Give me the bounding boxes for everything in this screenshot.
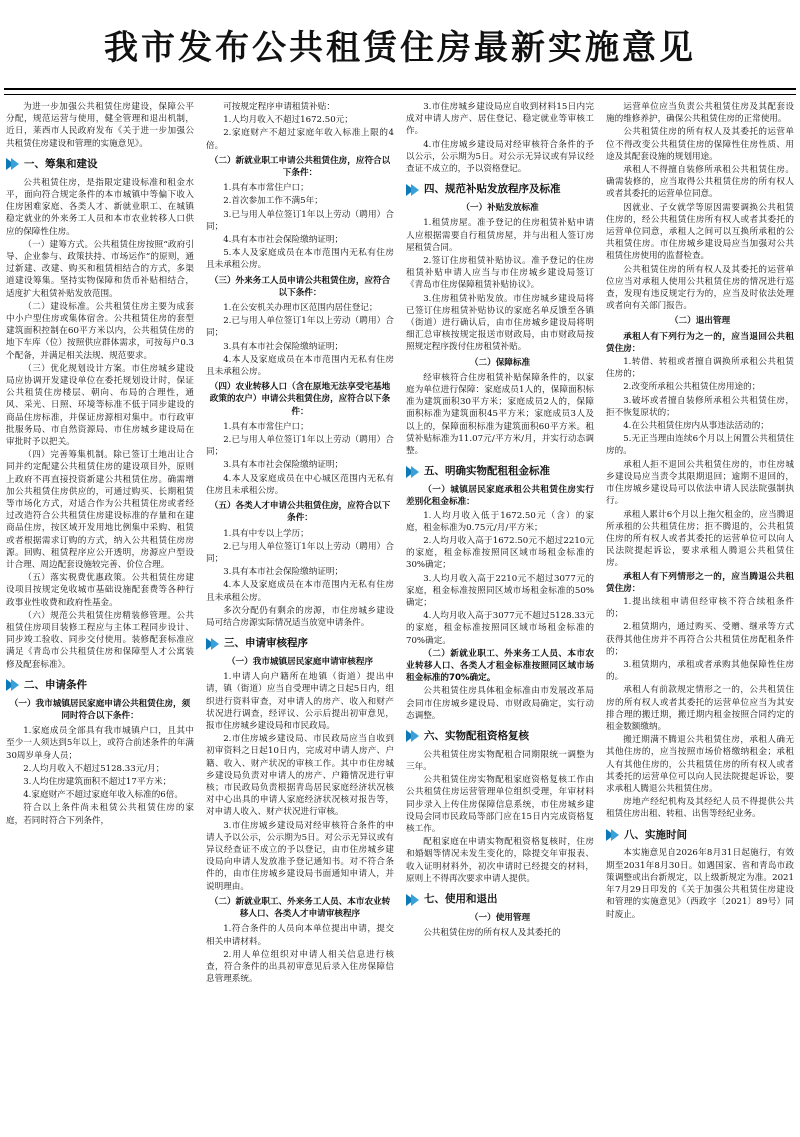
paragraph: 1.符合条件的人员向本单位提出申请，提交相关申请材料。 bbox=[206, 924, 394, 947]
paragraph: 1.人均月收入不超过1672.50元； bbox=[223, 115, 353, 126]
paragraph: 2.家庭财产不超过家庭年收入标准上限的4倍。 bbox=[206, 128, 394, 151]
paragraph: 4.本人及家庭成员在本市范围内无私有住房且未承租公房。 bbox=[206, 580, 394, 603]
paragraph: 3.具有本市社会保险缴纳证明； bbox=[223, 341, 344, 352]
paragraph: 2.改变所承租公共租赁住房用途的； bbox=[623, 382, 761, 393]
section-marker-icon bbox=[406, 466, 420, 478]
paragraph: 本实施意见自2026年8月31日起施行，有效期至2031年8月30日。如遇国家、省和青岛市政策调整或出台新规定，以上级新规定为准。2021年7月29日印发的《关于加强公共租赁住房建设和管理的实施意见》（西政字〔2021〕89号）同时废止。 bbox=[606, 848, 794, 920]
section-marker-icon bbox=[606, 829, 620, 841]
paragraph: 3.市住房城乡建设局对经审核符合条件的申请人予以公示，公示期为5日。对公示无异议或有异议经查证不成立的予以登记，由市住房城乡建设局向申请人发放准予登记通知书。对不符合条件的，由市住房城乡建设局书面通知申请人，并说明理由。 bbox=[206, 820, 394, 892]
paragraph: 因就业、子女就学等原因需要调换公共租赁住房的，经公共租赁住房所有权人或者其委托的运营单位同意，承租人之间可以互换所承租的公共租赁住房。市住房城乡建设局应当加强对公共租赁住房使用的监督检查。 bbox=[606, 202, 794, 262]
paragraph: 多次分配仍有剩余的房源，市住房城乡建设局可结合房源实际情况适当放宽申请条件。 bbox=[206, 605, 394, 628]
section-heading-text: 四、规范补贴发放程序及标准 bbox=[424, 183, 561, 196]
paragraph: 2.人均月收入高于1672.50元不超过2210元的家庭，租金标准按照同区域市场租金标准的30%确定； bbox=[406, 535, 594, 571]
paragraph: 2.签订住房租赁补贴协议。准予登记的住房租赁补贴申请人应当与市住房城乡建设局签订《青岛市住房保障租赁补贴协议》。 bbox=[406, 255, 594, 291]
paragraph: （二）新就业职工、外来务工人员、本市农业转移人口、各类人才租金标准按照同区域市场租金标准的70%确定。 bbox=[406, 648, 594, 684]
section-marker-icon bbox=[406, 730, 420, 742]
paragraph: 4.家庭财产不超过家庭年收入标准的6倍。 bbox=[23, 790, 183, 801]
text-column bbox=[406, 101, 594, 1137]
paragraph: （二）建设标准。公共租赁住房主要为成套中小户型住房或集体宿舍。公共租赁住房的套型建筑面积控制在60平方米以内，公共租赁住房的地下车库（位）按照供应群体需求，可按每户0.3个配备，并满足相关法规、规范要求。 bbox=[6, 301, 194, 361]
text-column bbox=[206, 101, 394, 1137]
paragraph: 2.已与用人单位签订1年以上劳动（聘用）合同； bbox=[206, 541, 394, 564]
paragraph: 4.本人及家庭成员在本市范围内无私有住房且未承租公房。 bbox=[206, 354, 394, 378]
paragraph: 1.人均月收入低于1672.50元（含）的家庭，租金标准为0.75元/月/平方米； bbox=[406, 510, 594, 533]
paragraph: 公共租赁住房实物配租家庭资格复核工作由公共租赁住房运营管理单位组织受理，年审材料同步录入上传住房保障信息系统，市住房城乡建设局会同市民政局等部门应在15日内完成资格复核工作。 bbox=[406, 775, 594, 835]
subheading: （一）补贴发放标准 bbox=[461, 203, 539, 214]
paragraph: 承租人累计6个月以上拖欠租金的，应当腾退所承租的公共租赁住房；拒不腾退的，公共租赁住房的所有权人或者其委托的运营单位可以向人民法院提起诉讼，要求承租人腾退公共租赁住房。 bbox=[606, 509, 794, 569]
paragraph: 承租人有下列情形之一的，应当腾退公共租赁住房： bbox=[606, 571, 794, 594]
paragraph: 运营单位应当负责公共租赁住房及其配套设施的维修养护，确保公共租赁住房的正常使用。 bbox=[606, 102, 794, 125]
paragraph: 1.租赁房屋。准予登记的住房租赁补贴申请人应根据需要自行租赁房屋，并与出租人签订房屋租赁合同。 bbox=[406, 218, 594, 253]
paragraph: （五）落实税费优惠政策。公共租赁住房建设项目按规定免收城市基础设施配套费等各种行政事业性收费和政府性基金。 bbox=[6, 573, 194, 608]
section-heading-text: 七、使用和退出 bbox=[424, 893, 498, 906]
paragraph: 3.住房租赁补贴发放。市住房城乡建设局将已签订住房租赁补贴协议的家庭名单反馈至各镇（街道）进行确认后，由市住房城乡建设局将明细汇总审核按规定报送市财政局，由市财政局按照规定程序拨付住房租赁补贴。 bbox=[406, 293, 594, 353]
paragraph: （四）完善筹集机制。除已签订土地出让合同并约定配建公共租赁住房的建设项目外，原则上政府不再直接投资新建公共租赁住房。确需增加公共租赁住房供应的，可通过购买、长期租赁等市场化方式，对适合作为公共租赁住房或者经过改造符合公共租赁住房建设标准的存量和在建商品住房，按区域开发用地比例集中采购、租赁或者根据需求订购的方式，纳入公共租赁住房房源。回购、租赁程序应公开透明，房源应户型设计合理、周边配套设施较完善、价位合理。 bbox=[6, 450, 194, 571]
subheading: （一）使用管理 bbox=[469, 913, 531, 923]
paragraph: 1.提出续租申请但经审核不符合续租条件的； bbox=[606, 596, 794, 620]
paragraph: 2.人均月收入不超过5128.33元/月； bbox=[23, 763, 165, 774]
paragraph: 承租人有前款规定情形之一的，公共租赁住房的所有权人或者其委托的运营单位应当为其安排合理的搬迁期，搬迁期内租金按照合同约定的租金数额缴纳。 bbox=[606, 685, 794, 732]
subheading: （三）外来务工人员申请公共租赁住房，应符合以下条件： bbox=[209, 275, 391, 298]
paragraph: 1.具有中专以上学历； bbox=[223, 528, 309, 539]
text-column bbox=[6, 101, 194, 1137]
paragraph: 承租人有下列行为之一的，应当退回公共租赁住房： bbox=[606, 331, 794, 354]
paragraph: （一）城镇居民家庭承租公共租赁住房实行差别化租金标准： bbox=[406, 485, 594, 508]
paragraph: 1.转借、转租或者擅自调换所承租公共租赁住房的； bbox=[606, 357, 794, 380]
paragraph: 公共租赁住房的所有权人及其委托的运营单位不得改变公共租赁住房的保障性住房性质、用途及其配套设施的规划用途。 bbox=[606, 127, 794, 162]
section-marker-icon bbox=[206, 638, 220, 650]
subheading: （二）新就业职工、外来务工人员、本市农业转移人口、各类人才申请审核程序 bbox=[209, 896, 391, 920]
subheading: （二）退出管理 bbox=[669, 316, 731, 327]
paragraph: 可按规定程序申请租赁补贴： bbox=[223, 102, 335, 112]
paragraph: 公共租赁住房，是指限定建设标准和租金水平，面向符合规定条件的本市城镇中等偏下收入住房困难家庭、各类人才、新就业职工、在城镇稳定就业的外来务工人员和本市农业转移人口供应的保障性住房。 bbox=[6, 177, 194, 237]
paragraph: 公共租赁住房实物配租合同期限统一调整为三年。 bbox=[406, 749, 594, 773]
section-heading bbox=[406, 182, 594, 197]
paragraph: 5.本人及家庭成员在本市范围内无私有住房且未承租公房。 bbox=[206, 248, 394, 271]
paragraph: 3.具有本市社会保险缴纳证明； bbox=[223, 567, 344, 578]
subheading: （一）我市城镇居民家庭申请公共租赁住房，须同时符合以下条件： bbox=[9, 698, 191, 721]
paragraph: 2.用人单位组织对申请人相关信息进行核查，符合条件的出具初审意见后录入住房保障信息管理系统。 bbox=[206, 949, 394, 985]
paragraph: 经审核符合住房租赁补贴保障条件的，以家庭为单位进行保障：家庭成员1人的，保障面积标准为建筑面积30平方米；家庭成员2人的，保障面积标准为建筑面积45平方米；家庭成员3人及以上的，保障面积标准为建筑面积60平方米。租赁补贴标准为11.07元/平方米/月，并实行动态调整。 bbox=[406, 372, 594, 456]
paragraph: 3.具有本市社会保险缴纳证明； bbox=[223, 460, 344, 471]
paragraph: 3.人均住房建筑面积不超过17平方米； bbox=[23, 776, 172, 787]
paragraph: 承租人拒不退回公共租赁住房的，市住房城乡建设局应当责令其限期退回；逾期不退回的，市住房城乡建设局可以依法申请人民法院强制执行。 bbox=[606, 459, 794, 507]
paragraph: 4.本人及家庭成员在中心城区范围内无私有住房且未承租公房。 bbox=[206, 473, 394, 496]
section-marker-icon bbox=[406, 184, 420, 196]
paragraph: 承租人不得擅自装修所承租公共租赁住房。确需装修的，应当取得公共租赁住房的所有权人或者其委托的运营单位同意。 bbox=[606, 165, 794, 200]
paragraph: 公共租赁住房的所有权人及其委托的运营单位应当对承租人使用公共租赁住房的情况进行巡查，发现有违反规定行为的，应当及时依法处理或者向有关部门报告。 bbox=[606, 264, 794, 312]
paragraph: 5.无正当理由连续6个月以上闲置公共租赁住房的。 bbox=[606, 434, 794, 457]
subheading: （五）各类人才申请公共租赁住房，应符合以下条件： bbox=[209, 501, 391, 524]
paragraph: 2.已与用人单位签订1年以上劳动（聘用）合同； bbox=[206, 435, 394, 458]
paragraph: 1.申请人向户籍所在地镇（街道）提出申请，镇（街道）应当自受理申请之日起5日内，组织进行资料审查，对申请人的房产、收入和财产状况进行调查，经评议、公示后提出初审意见，报市住房城乡建设局和市民政局。 bbox=[206, 672, 394, 732]
paragraph: 1.具有本市常住户口； bbox=[223, 421, 309, 432]
paragraph: 4.具有本市社会保险缴纳证明； bbox=[223, 235, 344, 246]
subheading: （一）我市城镇居民家庭申请审核程序 bbox=[226, 657, 374, 668]
paragraph: 3.市住房城乡建设局应自收到材料15日内完成对申请人房产、居住登记、稳定就业等审核工作。 bbox=[406, 102, 594, 137]
paragraph: 2.首次参加工作不满5年； bbox=[223, 196, 323, 207]
section-heading-text: 六、实物配租资格复核 bbox=[424, 729, 529, 742]
paragraph: 符合以上条件尚未租赁公共租赁住房的家庭，若同时符合下列条件， bbox=[6, 803, 194, 826]
section-heading-text: 二、申请条件 bbox=[24, 678, 87, 691]
section-heading-text: 三、申请审核程序 bbox=[224, 637, 308, 650]
paragraph: 2.已与用人单位签订1年以上劳动（聘用）合同； bbox=[206, 316, 394, 339]
text-column bbox=[606, 101, 794, 1137]
paragraph: 2.租赁期内，通过购买、受赠、继承等方式获得其他住房并不再符合公共租赁住房配租条件的； bbox=[606, 622, 794, 657]
paragraph: 配租家庭在申请实物配租资格复核时，住房和婚姻等情况未发生变化的，除提交年审报表、收入证明材料外，初次申请时已经提交的材料，原则上不得再次要求申请人提供。 bbox=[406, 837, 594, 884]
subheading: （四）农业转移人口（含在原地无法享受宅基地政策的农户）申请公共租赁住房，应符合以下条件： bbox=[209, 382, 391, 417]
section-heading bbox=[606, 828, 794, 843]
article-body bbox=[0, 95, 800, 1137]
page-title: 我市发布公共租赁住房最新实施意见 bbox=[104, 27, 696, 68]
section-marker-icon bbox=[6, 158, 20, 170]
paragraph: （三）优化规划设计方案。市住房城乡建设局应协调开发建设单位在委托规划设计时，保证公共租赁住房楼层、朝向、布局的合理性，通风、采光、日照、环境等标准不低于同步建设的商品住房标准，并保证房源相对集中。市行政审批服务局、市自然资源局、市住房城乡建设局在审批时予以把关。 bbox=[6, 363, 194, 447]
paragraph: 4.市住房城乡建设局对经审核符合条件的予以公示，公示期为5日。对公示无异议或有异议经查证不成立的，予以资格登记。 bbox=[406, 139, 594, 175]
paragraph: 公共租赁住房的所有权人及其委托的 bbox=[423, 928, 561, 939]
section-heading bbox=[6, 157, 194, 172]
section-heading-text: 八、实施时间 bbox=[624, 828, 687, 841]
paragraph: （六）规范公共租赁住房精装修管理。公共租赁住房项目装修工程应与主体工程同步设计、同步竣工验收、同步交付使用。装修配套标准应满足《青岛市公共租赁住房和保障型人才公寓装修及配套标准》。 bbox=[6, 610, 194, 670]
paragraph: 3.租赁期内，承租或者承购其他保障性住房的。 bbox=[606, 659, 794, 683]
section-marker-icon bbox=[6, 679, 20, 691]
title-rule bbox=[4, 88, 796, 95]
subheading: （二）保障标准 bbox=[469, 357, 531, 368]
section-heading-text: 五、明确实物配租租金标准 bbox=[424, 465, 550, 478]
subheading: （二）新就业职工申请公共租赁住房，应符合以下条件： bbox=[209, 155, 391, 179]
paragraph: 1.家庭成员全部具有我市城镇户口，且其中至少一人须达到5年以上，或符合前述条件的年满30周岁单身人员； bbox=[6, 726, 194, 761]
paragraph: 3.破坏或者擅自装修所承租公共租赁住房，拒不恢复原状的； bbox=[606, 395, 794, 418]
paragraph: 2.市住房城乡建设局、市民政局应当自收到初审资料之日起10日内，完成对申请人房产、户籍、收入、财产状况的审核工作。其中市住房城乡建设局负责对申请人的房产、户籍情况进行审核；市民政局负责根据青岛居民家庭经济状况核对中心出具的申请人家庭经济状况核对报告等，对申请人收入、财产状况进行审核。 bbox=[206, 734, 394, 818]
paragraph: 1.在公安机关办理市区范围内居住登记； bbox=[223, 303, 378, 314]
paragraph: 3.人均月收入高于2210元不超过3077元的家庭，租金标准按照同区域市场租金标准的50%确定； bbox=[406, 573, 594, 608]
paragraph: 1.具有本市常住户口； bbox=[223, 183, 309, 194]
paragraph: 公共租赁住房具体租金标准由市发展改革局会同市住房城乡建设局、市财政局确定，实行动态调整。 bbox=[406, 686, 594, 721]
paragraph: 3.已与用人单位签订1年以上劳动（聘用）合同； bbox=[206, 209, 394, 232]
section-marker-icon bbox=[406, 894, 420, 906]
section-heading bbox=[406, 464, 594, 479]
paragraph: 4.在公共租赁住房内从事违法活动的； bbox=[623, 421, 769, 432]
paragraph: 搬迁期满不腾退公共租赁住房，承租人确无其他住房的，应当按照市场价格缴纳租金；承租人有其他住房的，公共租赁住房的所有权人或者其委托的运营单位可以向人民法院提起诉讼，要求承租人腾退公共租赁住房。 bbox=[606, 735, 794, 794]
paragraph: 4.人均月收入高于3077元不超过5128.33元的家庭，租金标准按照同区域市场租金标准的70%确定。 bbox=[406, 611, 594, 646]
section-heading bbox=[6, 678, 194, 693]
section-heading bbox=[206, 636, 394, 651]
paragraph: 为进一步加强公共租赁住房建设，保障公平分配，规范运营与使用，健全管理和退出机制，近日，莱西市人民政府发布《关于进一步加强公共租赁住房建设和管理的实施意见》。 bbox=[6, 102, 194, 149]
paragraph: （一）建筹方式。公共租赁住房按照“政府引导、企业参与、政策扶持、市场运作”的原则，通过新建、改建、购买和租赁相结合的方式，多渠道建设筹集。坚持实物保障和货币补贴相结合，适度扩大租赁补贴发放范围。 bbox=[6, 239, 194, 299]
section-heading bbox=[406, 729, 594, 744]
paragraph: 房地产经纪机构及其经纪人员不得提供公共租赁住房出租、转租、出售等经纪业务。 bbox=[606, 797, 794, 820]
section-heading bbox=[406, 892, 594, 907]
section-heading-text: 一、筹集和建设 bbox=[24, 157, 98, 170]
